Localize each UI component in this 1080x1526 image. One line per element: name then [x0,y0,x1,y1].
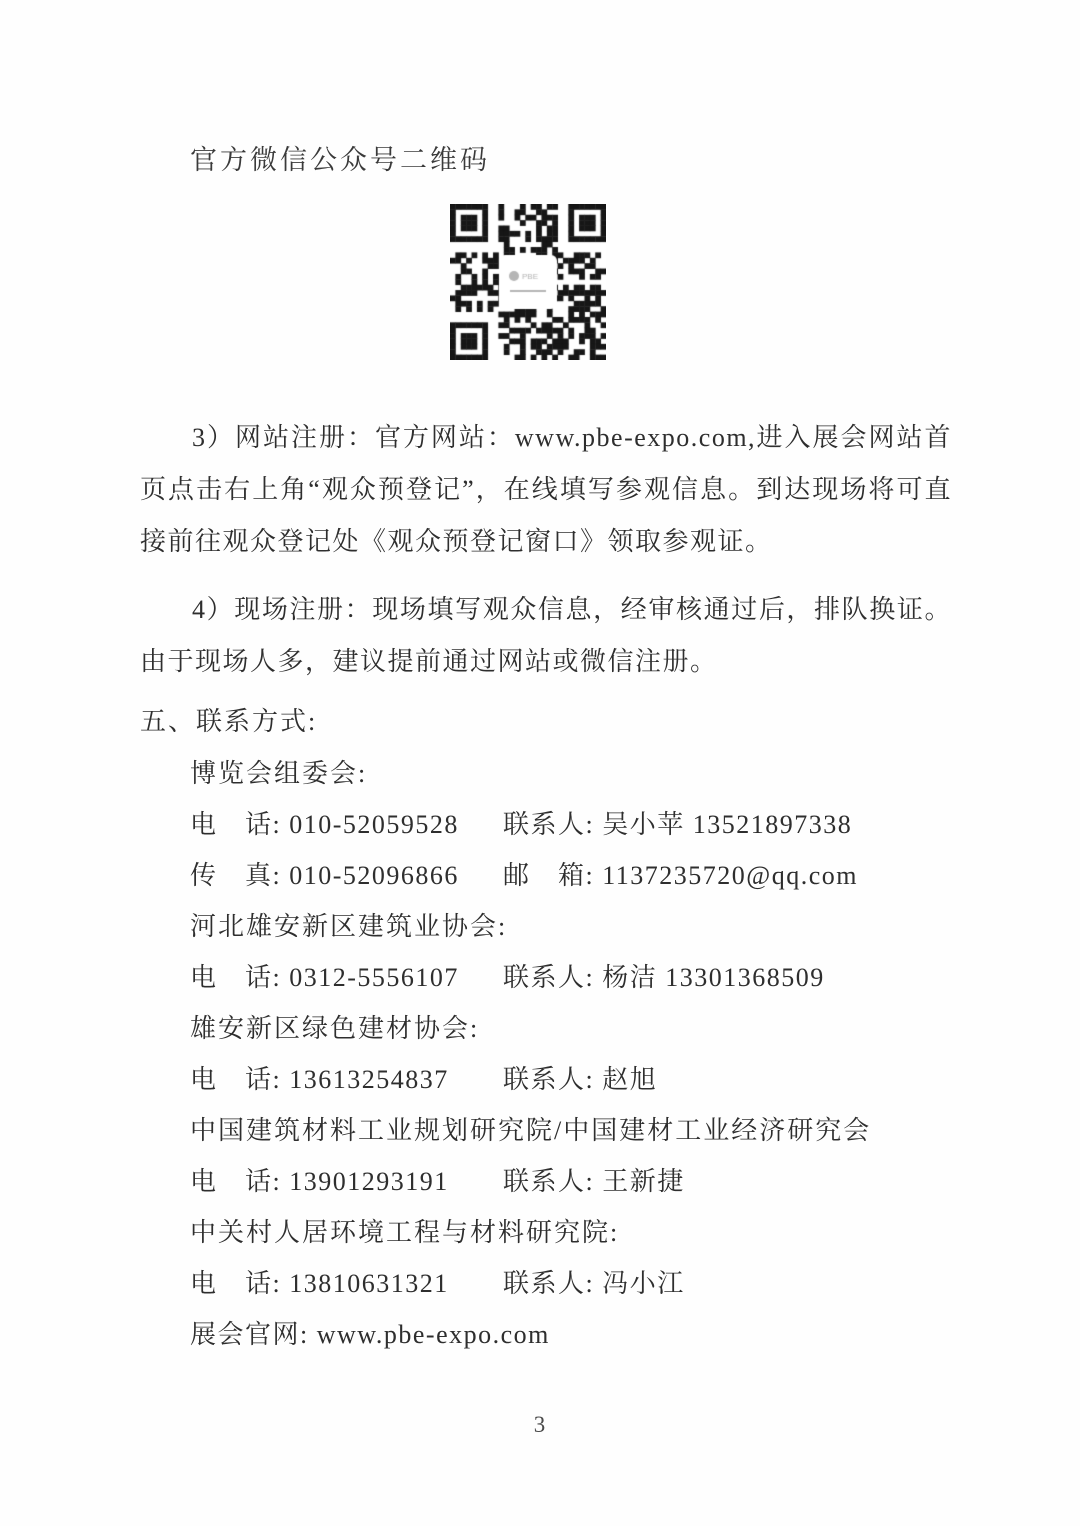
contact-row [140,1258,952,1309]
contact-person: 联系人: 吴小苹 13521897338 [503,810,853,839]
contact-person: 联系人: 冯小江 [503,1269,685,1298]
contact-row [140,850,952,901]
contact-org-name: 博览会组委会: [190,759,368,788]
contact-block-hebei-xiongan-construction-assoc [140,901,952,1003]
contact-phone: 电 话: 0312-5556107 [190,963,459,992]
document-content [140,140,952,1360]
page-number: 3 [533,1412,547,1437]
qr-caption: 官方微信公众号二维码 [190,145,490,175]
contact-org-name: 雄安新区绿色建材协会: [190,1014,480,1043]
contact-person: 联系人: 杨洁 13301368509 [503,963,825,992]
contact-email: 邮 箱: 1137235720@qq.com [503,861,858,890]
paragraph-onsite-registration: 4）现场注册：现场填写观众信息，经审核通过后，排队换证。由于现场人多，建议提前通过网站或微信注册。 [140,595,952,676]
contact-org-name: 中关村人居环境工程与材料研究院: [190,1218,620,1247]
contact-org-name: 中国建筑材料工业规划研究院/中国建材工业经济研究会 [190,1116,872,1145]
contact-person: 联系人: 赵旭 [503,1065,658,1094]
wechat-qr-code-icon [450,204,606,360]
contact-person: 联系人: 王新捷 [503,1167,685,1196]
contact-fax: 传 真: 010-52096866 [190,861,459,890]
wechat-qr-code-icon [450,204,606,360]
contact-phone: 电 话: 010-52059528 [190,810,459,839]
contact-block-china-building-materials-institute [140,1105,952,1207]
contact-block-zhongguancun-habitat-institute [140,1207,952,1309]
section-heading-contact: 五、联系方式: [140,707,318,736]
contact-block-xiongan-green-building-materials-assoc [140,1003,952,1105]
contact-row [140,1156,952,1207]
paragraph-website-registration: 3）网站注册：官方网站：www.pbe-expo.com,进入展会网站首页点击右上角“观众预登记”，在线填写参观信息。到达现场将可直接前往观众登记处《观众预登记窗口》领取参观证。 [140,423,952,556]
contact-phone: 电 话: 13810631321 [190,1269,449,1298]
contact-phone: 电 话: 13901293191 [190,1167,449,1196]
contact-block-organizing-committee [140,748,952,901]
expo-website-line: 展会官网: www.pbe-expo.com [190,1320,550,1349]
contact-row [140,1054,952,1105]
contact-row [140,799,952,850]
contact-row [140,952,952,1003]
contact-phone: 电 话: 13613254837 [190,1065,449,1094]
contact-org-name: 河北雄安新区建筑业协会: [190,912,508,941]
